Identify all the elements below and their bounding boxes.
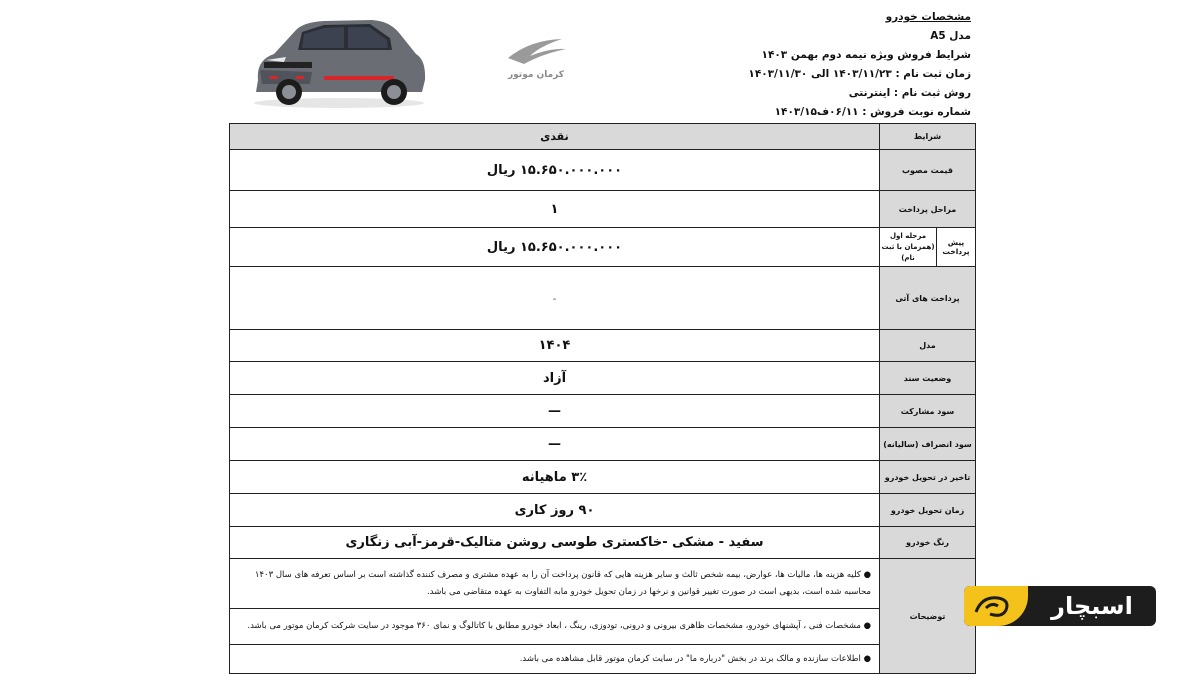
note-item: ● مشخصات فنی ، آپشنهای خودرو، مشخصات ظاهری بیرونی و درونی، تودوزی، رینگ ، ابعاد خودرو مطابق با کاتالوگ و نمای ۳۶۰ موجود در سایت شرکت کرمان موتور می باشد. [230, 609, 880, 645]
cancellation-profit-label: سود انصراف (سالیانه) [880, 428, 976, 461]
participation-profit-value: — [230, 395, 880, 428]
table-row [230, 645, 976, 674]
table-row [230, 150, 976, 191]
asbchar-logo-icon [964, 586, 1028, 626]
table-row [230, 609, 976, 645]
header-sale-number: شماره نوبت فروش : ۰۶/۱۱ف۱۴۰۳/۱۵ [774, 106, 971, 118]
future-payments-label: پرداخت های آتی [880, 267, 976, 330]
table-row [230, 191, 976, 228]
header-registration-period: زمان ثبت نام : ۱۴۰۳/۱۱/۲۳ الی ۱۴۰۳/۱۱/۳۰ [748, 68, 971, 80]
table-row [230, 527, 976, 559]
brand-logo-text: کرمان موتور [507, 70, 565, 80]
note-1-text: کلیه هزینه ها، مالیات ها، عوارض، بیمه شخص ثالث و سایر هزینه هایی که قانون پرداخت آن را به عهده مشتری و مصرف کننده گذاشته است بر اساس تعرفه های سال ۱۴۰۳ محاسبه شده است، بدیهی است در صورت تغییر قوانین و نرخها در زمان تحویل خودرو مابه التفاوت به عهده متقاضی می باشد. [254, 569, 871, 597]
approved-price-label: قیمت مصوب [880, 150, 976, 191]
model-value: ۱۴۰۴ [230, 330, 880, 362]
prepayment-label: پیش پرداخت [937, 228, 976, 267]
table-row [230, 124, 976, 150]
header-title: مشخصات خودرو [885, 11, 971, 23]
first-stage-sub: (همزمان با ثبت نام) [881, 242, 935, 262]
document-status-value: آزاد [230, 362, 880, 395]
payment-stages-value: ۱ [230, 191, 880, 228]
table-row [230, 267, 976, 330]
table-row [230, 428, 976, 461]
table-row [230, 395, 976, 428]
delivery-delay-value: ۳٪ ماهیانه [230, 461, 880, 494]
approved-price-value: ۱۵.۶۵۰.۰۰۰.۰۰۰ ریال [230, 150, 880, 191]
kerman-motor-mark-icon [500, 36, 572, 66]
kerman-motor-logo [500, 36, 572, 82]
cancellation-profit-value: — [230, 428, 880, 461]
delivery-time-label: زمان تحویل خودرو [880, 494, 976, 527]
terms-value: نقدی [230, 124, 880, 150]
note-3-text: اطلاعات سازنده و مالک برند در بخش "درباره ما" در سایت کرمان موتور قابل مشاهده می باشد. [519, 653, 861, 664]
table-row [230, 330, 976, 362]
notes-label: توضیحات [880, 559, 976, 674]
terms-label: شرایط [880, 124, 976, 150]
header-sale-terms: شرایط فروش ویژه نیمه دوم بهمن ۱۴۰۳ [761, 49, 971, 61]
table-row [230, 362, 976, 395]
note-2-text: مشخصات فنی ، آپشنهای خودرو، مشخصات ظاهری بیرونی و درونی، تودوزی، رینگ ، ابعاد خودرو مطابق با کاتالوگ و نمای ۳۶۰ موجود در سایت شرکت کرمان موتور می باشد. [247, 621, 861, 631]
future-payments-value: - [230, 267, 880, 330]
participation-profit-label: سود مشارکت [880, 395, 976, 428]
header-registration-method: روش ثبت نام : اینترنتی [848, 87, 971, 99]
first-stage-cell [880, 228, 937, 267]
table-row [230, 461, 976, 494]
table-row [230, 494, 976, 527]
header-model: مدل A5 [930, 30, 971, 42]
note-item: ● کلیه هزینه ها، مالیات ها، عوارض، بیمه شخص ثالث و سایر هزینه هایی که قانون پرداخت آن را به عهده مشتری و مصرف کننده گذاشته است بر اساس تعرفه های سال ۱۴۰۳ محاسبه شده است، بدیهی است در صورت تغییر قوانین و نرخها در زمان تحویل خودرو مابه التفاوت به عهده متقاضی می باشد. [230, 559, 880, 609]
vehicle-header [641, 8, 971, 122]
table-row [230, 228, 976, 267]
model-label: مدل [880, 330, 976, 362]
delivery-time-value: ۹۰ روز کاری [230, 494, 880, 527]
asbchar-watermark-badge [964, 586, 1156, 626]
car-image [244, 10, 429, 110]
payment-stages-label: مراحل پرداخت [880, 191, 976, 228]
first-stage-value: ۱۵.۶۵۰.۰۰۰.۰۰۰ ریال [230, 228, 880, 267]
color-label: رنگ خودرو [880, 527, 976, 559]
first-stage-label: مرحله اول [889, 231, 927, 240]
color-value: سفید - مشکی -خاکستری طوسی روشن متالیک-قرمز-آبی زنگاری [230, 527, 880, 559]
delivery-delay-label: تاخیر در تحویل خودرو [880, 461, 976, 494]
watermark-text: اسبچار [1051, 592, 1133, 620]
asbchar-swirl-icon [964, 586, 1028, 626]
document-status-label: وضعیت سند [880, 362, 976, 395]
table-row [230, 559, 976, 609]
spec-table [229, 123, 976, 674]
note-item: ● اطلاعات سازنده و مالک برند در بخش "درباره ما" در سایت کرمان موتور قابل مشاهده می باشد. [230, 645, 880, 674]
